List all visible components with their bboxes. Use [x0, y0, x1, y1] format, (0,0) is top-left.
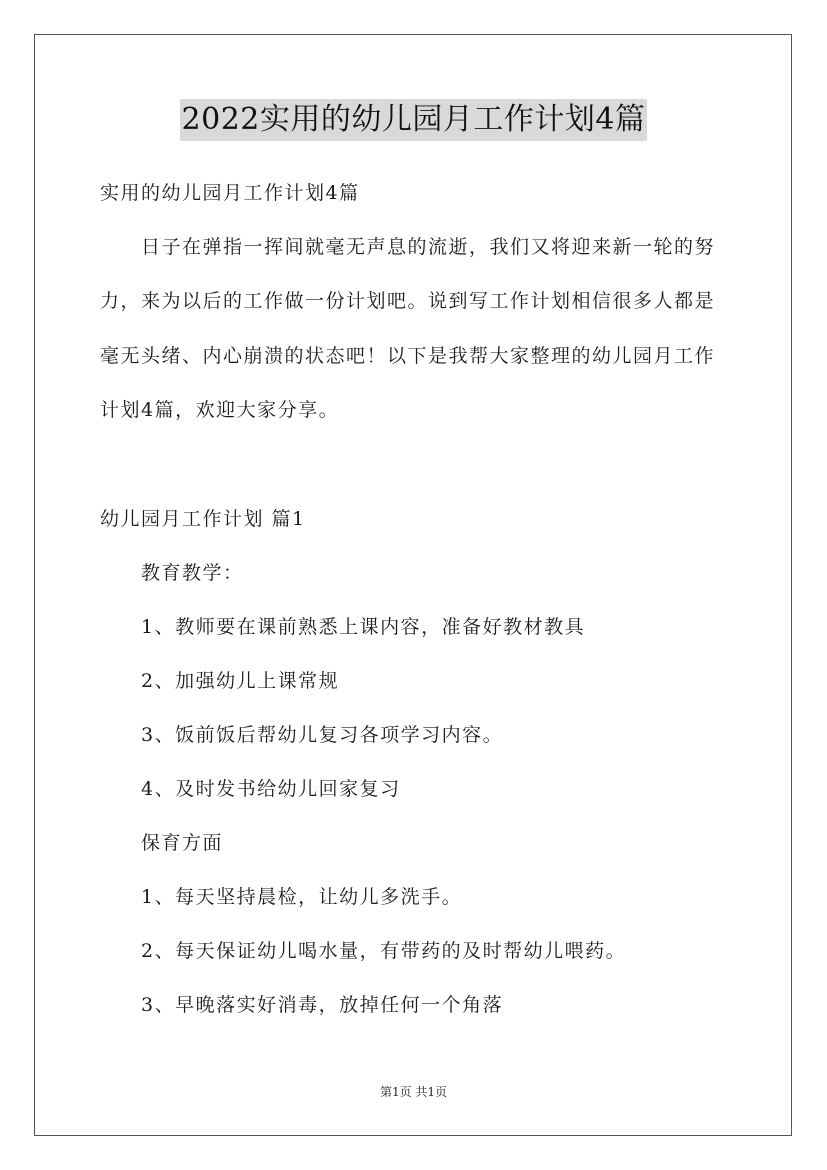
- section-heading: 幼儿园月工作计划 篇1: [100, 508, 306, 530]
- intro-line: 力，来为以后的工作做一份计划吧。说到写工作计划相信很多人都是: [100, 290, 716, 312]
- education-heading: 教育教学：: [141, 562, 244, 584]
- intro-line: 毫无头绪、内心崩溃的状态吧！以下是我帮大家整理的幼儿园月工作: [100, 345, 716, 367]
- care-item: 2、每天保证幼儿喝水量，有带药的及时帮幼儿喂药。: [141, 940, 627, 962]
- education-item: 4、及时发书给幼儿回家复习: [141, 778, 401, 800]
- document-subtitle: 实用的幼儿园月工作计划4篇: [100, 182, 360, 204]
- care-item: 3、早晚落实好消毒，放掉任何一个角落: [141, 994, 504, 1016]
- education-item: 1、教师要在课前熟悉上课内容，准备好教材教具: [141, 616, 586, 638]
- page-number-footer: 第1页 共1页: [379, 1085, 448, 1099]
- care-item: 1、每天坚持晨检，让幼儿多洗手。: [141, 886, 463, 908]
- document-title: 2022实用的幼儿园月工作计划4篇: [180, 99, 648, 141]
- intro-line: 日子在弹指一挥间就毫无声息的流逝，我们又将迎来新一轮的努: [141, 236, 716, 258]
- title-container: [0, 99, 827, 141]
- education-item: 3、饭前饭后帮幼儿复习各项学习内容。: [141, 724, 504, 746]
- care-heading: 保育方面: [141, 832, 224, 854]
- education-item: 2、加强幼儿上课常规: [141, 670, 340, 692]
- intro-line: 计划4篇，欢迎大家分享。: [100, 399, 340, 421]
